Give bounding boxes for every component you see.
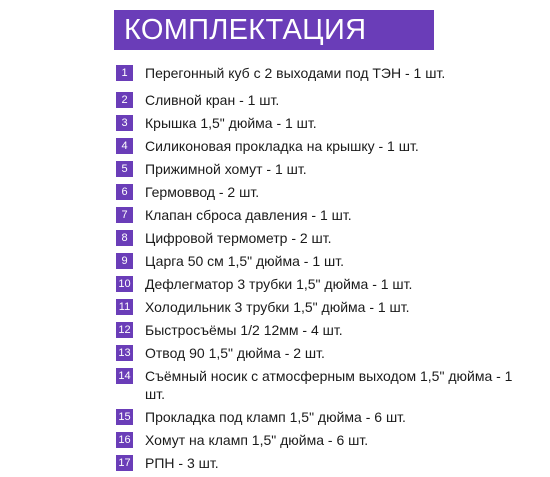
list-item — [116, 183, 536, 201]
list-item — [116, 252, 536, 270]
list-item — [116, 454, 536, 472]
item-number-badge: 8 — [116, 230, 133, 246]
item-number-badge: 5 — [116, 161, 133, 177]
list-item — [116, 114, 536, 132]
item-text: РПН - 3 шт. — [145, 455, 219, 471]
item-number-badge: 11 — [116, 299, 133, 315]
item-text: Прокладка под кламп 1,5" дюйма - 6 шт. — [145, 409, 406, 425]
item-text: Дефлегматор 3 трубки 1,5" дюйма - 1 шт. — [145, 276, 413, 292]
item-number-badge: 2 — [116, 92, 133, 108]
list-item — [116, 160, 536, 178]
equipment-list — [116, 64, 536, 477]
section-header — [114, 10, 434, 50]
item-text: Гермоввод - 2 шт. — [145, 184, 260, 200]
item-number-badge: 4 — [116, 138, 133, 154]
list-item — [116, 408, 536, 426]
list-item — [116, 137, 536, 155]
list-item — [116, 275, 536, 293]
item-number-badge: 17 — [116, 455, 133, 471]
item-text: Съёмный носик с атмосферным выходом 1,5" дюйма - 1 шт. — [145, 368, 513, 402]
item-text: Царга 50 см 1,5" дюйма - 1 шт. — [145, 253, 345, 269]
list-item — [116, 206, 536, 224]
item-text: Хомут на кламп 1,5" дюйма - 6 шт. — [145, 432, 369, 448]
list-item — [116, 229, 536, 247]
item-number-badge: 14 — [116, 368, 133, 384]
item-number-badge: 6 — [116, 184, 133, 200]
item-text: Силиконовая прокладка на крышку - 1 шт. — [145, 138, 419, 154]
item-text: Сливной кран - 1 шт. — [145, 92, 280, 108]
item-text: Перегонный куб с 2 выходами под ТЭН - 1 шт. — [145, 65, 446, 81]
item-text: Крышка 1,5" дюйма - 1 шт. — [145, 115, 317, 131]
item-text: Клапан сброса давления - 1 шт. — [145, 207, 352, 223]
item-text: Прижимной хомут - 1 шт. — [145, 161, 307, 177]
item-number-badge: 9 — [116, 253, 133, 269]
list-item — [116, 64, 536, 82]
item-number-badge: 7 — [116, 207, 133, 223]
item-number-badge: 15 — [116, 409, 133, 425]
item-text: Отвод 90 1,5" дюйма - 2 шт. — [145, 345, 325, 361]
list-item — [116, 321, 536, 339]
item-number-badge: 13 — [116, 345, 133, 361]
list-item — [116, 431, 536, 449]
list-item — [116, 344, 536, 362]
list-item — [116, 298, 536, 316]
item-text: Быстросъёмы 1/2 12мм - 4 шт. — [145, 322, 343, 338]
list-item — [116, 91, 536, 109]
item-number-badge: 16 — [116, 432, 133, 448]
item-number-badge: 1 — [116, 65, 133, 81]
item-number-badge: 3 — [116, 115, 133, 131]
item-number-badge: 12 — [116, 322, 133, 338]
page-title: КОМПЛЕКТАЦИЯ — [124, 14, 367, 46]
item-text: Цифровой термометр - 2 шт. — [145, 230, 332, 246]
list-item — [116, 367, 536, 403]
item-text: Холодильник 3 трубки 1,5" дюйма - 1 шт. — [145, 299, 410, 315]
item-number-badge: 10 — [116, 276, 133, 292]
